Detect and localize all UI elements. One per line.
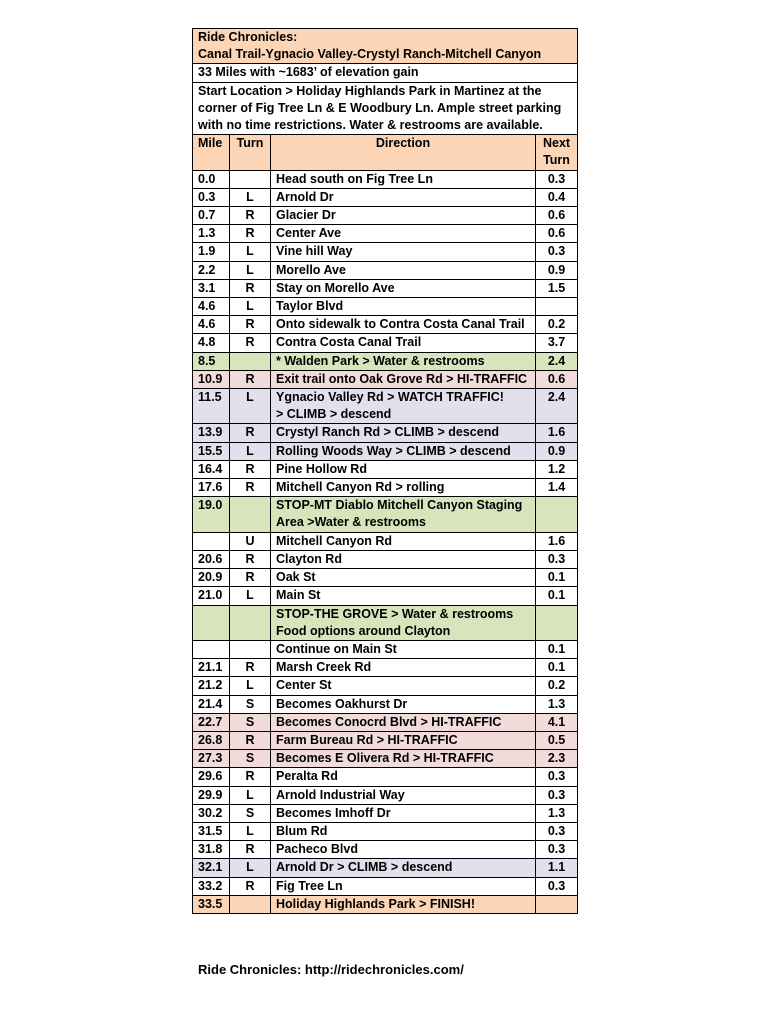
table-row <box>193 677 578 695</box>
cell-mile: 32.1 <box>193 859 230 877</box>
cell-turn <box>230 640 271 658</box>
cell-direction: Stay on Morello Ave <box>271 279 536 297</box>
column-header-row <box>193 135 578 170</box>
cell-mile: 0.3 <box>193 188 230 206</box>
table-row <box>193 550 578 568</box>
cell-next-turn: 1.5 <box>536 279 578 297</box>
cell-mile: 30.2 <box>193 804 230 822</box>
cell-turn: R <box>230 877 271 895</box>
cell-turn <box>230 605 271 640</box>
cell-direction: Farm Bureau Rd > HI-TRAFFIC <box>271 731 536 749</box>
cell-turn: L <box>230 822 271 840</box>
cell-turn: L <box>230 786 271 804</box>
cell-turn: L <box>230 677 271 695</box>
cell-direction <box>271 605 536 640</box>
cell-next-turn: 2.4 <box>536 352 578 370</box>
summary-row <box>193 64 578 82</box>
cell-mile: 20.6 <box>193 550 230 568</box>
start-location <box>193 82 578 135</box>
cell-direction: Main St <box>271 587 536 605</box>
cell-turn: R <box>230 316 271 334</box>
cell-turn: L <box>230 188 271 206</box>
cell-turn: R <box>230 334 271 352</box>
cell-mile: 2.2 <box>193 261 230 279</box>
next-turn-line-2: Turn <box>543 153 570 168</box>
cell-direction: Becomes Oakhurst Dr <box>271 695 536 713</box>
table-row <box>193 370 578 388</box>
cell-mile: 11.5 <box>193 389 230 424</box>
cell-next-turn: 0.3 <box>536 822 578 840</box>
cell-mile: 4.6 <box>193 298 230 316</box>
cell-next-turn: 0.2 <box>536 677 578 695</box>
start-location-row <box>193 82 578 135</box>
cell-mile: 4.8 <box>193 334 230 352</box>
cell-next-turn: 0.6 <box>536 370 578 388</box>
table-row <box>193 298 578 316</box>
cell-turn: L <box>230 587 271 605</box>
table-row <box>193 170 578 188</box>
cell-direction: Morello Ave <box>271 261 536 279</box>
table-row <box>193 334 578 352</box>
cell-mile: 21.2 <box>193 677 230 695</box>
cell-mile: 15.5 <box>193 442 230 460</box>
cell-direction: Mitchell Canyon Rd > rolling <box>271 479 536 497</box>
cell-direction: Onto sidewalk to Contra Costa Canal Trail <box>271 316 536 334</box>
column-header-direction: Direction <box>271 135 536 170</box>
cell-direction: Arnold Industrial Way <box>271 786 536 804</box>
cell-direction: Glacier Dr <box>271 207 536 225</box>
cell-direction: Blum Rd <box>271 822 536 840</box>
cell-next-turn: 0.3 <box>536 877 578 895</box>
table-row <box>193 243 578 261</box>
cell-mile: 10.9 <box>193 370 230 388</box>
cell-direction: Head south on Fig Tree Ln <box>271 170 536 188</box>
cell-direction: Clayton Rd <box>271 550 536 568</box>
cell-direction: Becomes Imhoff Dr <box>271 804 536 822</box>
title-row <box>193 29 578 64</box>
cell-turn <box>230 170 271 188</box>
cell-next-turn: 0.3 <box>536 786 578 804</box>
cell-next-turn: 0.1 <box>536 587 578 605</box>
cell-next-turn <box>536 298 578 316</box>
table-row <box>193 188 578 206</box>
cell-turn <box>230 497 271 532</box>
table-row <box>193 713 578 731</box>
cell-next-turn: 0.3 <box>536 243 578 261</box>
cell-turn: R <box>230 479 271 497</box>
table-row <box>193 225 578 243</box>
cell-turn: R <box>230 279 271 297</box>
cell-turn <box>230 352 271 370</box>
cell-next-turn: 0.5 <box>536 731 578 749</box>
table-row <box>193 460 578 478</box>
cell-direction: Continue on Main St <box>271 640 536 658</box>
cell-mile: 3.1 <box>193 279 230 297</box>
cell-next-turn: 0.1 <box>536 569 578 587</box>
cell-mile: 33.5 <box>193 895 230 913</box>
cell-turn: L <box>230 442 271 460</box>
title-line-1: Ride Chronicles: <box>198 30 298 44</box>
cell-mile: 31.8 <box>193 841 230 859</box>
cell-mile: 0.7 <box>193 207 230 225</box>
cell-turn: R <box>230 731 271 749</box>
table-row <box>193 804 578 822</box>
cell-next-turn: 0.3 <box>536 550 578 568</box>
direction-line-2: > CLIMB > descend <box>276 407 392 422</box>
table-row <box>193 569 578 587</box>
cell-mile: 27.3 <box>193 750 230 768</box>
cell-mile: 13.9 <box>193 424 230 442</box>
cell-mile: 1.9 <box>193 243 230 261</box>
table-row <box>193 261 578 279</box>
footer-credit: Ride Chronicles: http://ridechronicles.com/ <box>198 962 464 977</box>
cell-turn: R <box>230 768 271 786</box>
cell-direction: Arnold Dr <box>271 188 536 206</box>
table-row <box>193 442 578 460</box>
cell-turn: S <box>230 695 271 713</box>
cell-direction: Becomes E Olivera Rd > HI-TRAFFIC <box>271 750 536 768</box>
table-row <box>193 877 578 895</box>
cell-mile: 17.6 <box>193 479 230 497</box>
cell-turn: L <box>230 298 271 316</box>
cell-next-turn: 2.4 <box>536 389 578 424</box>
cell-turn: R <box>230 569 271 587</box>
column-header-next-turn <box>536 135 578 170</box>
cell-next-turn: 1.3 <box>536 695 578 713</box>
cell-mile <box>193 605 230 640</box>
cell-mile: 33.2 <box>193 877 230 895</box>
cell-turn: L <box>230 389 271 424</box>
direction-line-2: Food options around Clayton <box>276 623 451 638</box>
table-row <box>193 750 578 768</box>
start-line-2: corner of Fig Tree Ln & E Woodbury Ln. Ample street parking <box>198 100 562 115</box>
table-row <box>193 822 578 840</box>
cell-mile: 29.6 <box>193 768 230 786</box>
cell-direction: * Walden Park > Water & restrooms <box>271 352 536 370</box>
cell-direction <box>271 497 536 532</box>
table-row <box>193 497 578 532</box>
cue-sheet-table <box>192 28 578 914</box>
cell-turn: R <box>230 207 271 225</box>
cell-direction: Peralta Rd <box>271 768 536 786</box>
cell-next-turn <box>536 605 578 640</box>
table-row <box>193 659 578 677</box>
start-line-1: Start Location > Holiday Highlands Park in Martinez at the <box>198 83 542 98</box>
cell-direction: Holiday Highlands Park > FINISH! <box>271 895 536 913</box>
table-row <box>193 640 578 658</box>
table-row <box>193 695 578 713</box>
table-row <box>193 605 578 640</box>
table-row <box>193 859 578 877</box>
cell-direction: Pine Hollow Rd <box>271 460 536 478</box>
table-row <box>193 479 578 497</box>
cell-direction: Exit trail onto Oak Grove Rd > HI-TRAFFIC <box>271 370 536 388</box>
cell-direction: Rolling Woods Way > CLIMB > descend <box>271 442 536 460</box>
table-row <box>193 786 578 804</box>
cell-next-turn: 4.1 <box>536 713 578 731</box>
cell-direction: Marsh Creek Rd <box>271 659 536 677</box>
cell-next-turn: 0.9 <box>536 261 578 279</box>
cell-turn: R <box>230 370 271 388</box>
direction-line-1: Ygnacio Valley Rd > WATCH TRAFFIC! <box>276 390 504 405</box>
direction-line-1: STOP-MT Diablo Mitchell Canyon Staging <box>276 498 523 513</box>
cell-next-turn: 1.3 <box>536 804 578 822</box>
table-row <box>193 279 578 297</box>
table-row <box>193 768 578 786</box>
cell-direction: Mitchell Canyon Rd <box>271 532 536 550</box>
cell-mile: 21.4 <box>193 695 230 713</box>
cell-direction <box>271 389 536 424</box>
cell-direction: Center Ave <box>271 225 536 243</box>
ride-summary: 33 Miles with ~1683’ of elevation gain <box>193 64 578 82</box>
cell-direction: Taylor Blvd <box>271 298 536 316</box>
cell-next-turn: 0.3 <box>536 841 578 859</box>
cell-next-turn: 0.6 <box>536 207 578 225</box>
cell-turn: L <box>230 243 271 261</box>
cell-mile: 21.1 <box>193 659 230 677</box>
cell-mile: 21.0 <box>193 587 230 605</box>
cell-next-turn: 0.6 <box>536 225 578 243</box>
direction-line-1: STOP-THE GROVE > Water & restrooms <box>276 606 514 621</box>
cell-mile: 1.3 <box>193 225 230 243</box>
table-row <box>193 895 578 913</box>
cell-turn: R <box>230 225 271 243</box>
cell-mile: 22.7 <box>193 713 230 731</box>
cell-next-turn: 0.1 <box>536 659 578 677</box>
cell-turn: L <box>230 859 271 877</box>
cell-next-turn: 0.3 <box>536 768 578 786</box>
cell-next-turn: 3.7 <box>536 334 578 352</box>
table-row <box>193 316 578 334</box>
table-row <box>193 841 578 859</box>
cell-mile: 20.9 <box>193 569 230 587</box>
table-row <box>193 587 578 605</box>
table-row <box>193 424 578 442</box>
cell-next-turn: 1.4 <box>536 479 578 497</box>
cell-direction: Arnold Dr > CLIMB > descend <box>271 859 536 877</box>
next-turn-line-1: Next <box>542 136 571 151</box>
cell-mile: 0.0 <box>193 170 230 188</box>
cell-turn: U <box>230 532 271 550</box>
cell-mile: 4.6 <box>193 316 230 334</box>
cell-direction: Crystyl Ranch Rd > CLIMB > descend <box>271 424 536 442</box>
cell-turn: S <box>230 750 271 768</box>
table-row <box>193 207 578 225</box>
table-row <box>193 352 578 370</box>
sheet-title <box>193 29 578 64</box>
table-row <box>193 731 578 749</box>
cell-turn: R <box>230 550 271 568</box>
cell-next-turn: 0.4 <box>536 188 578 206</box>
cell-next-turn <box>536 497 578 532</box>
cell-turn: L <box>230 261 271 279</box>
cell-next-turn: 1.6 <box>536 532 578 550</box>
cell-turn <box>230 895 271 913</box>
cell-mile: 31.5 <box>193 822 230 840</box>
cell-next-turn: 0.3 <box>536 170 578 188</box>
column-header-turn: Turn <box>230 135 271 170</box>
cell-next-turn: 0.1 <box>536 640 578 658</box>
cell-turn: R <box>230 841 271 859</box>
cell-next-turn: 2.3 <box>536 750 578 768</box>
cell-direction: Oak St <box>271 569 536 587</box>
direction-line-2: Area >Water & restrooms <box>276 515 426 530</box>
cell-mile: 8.5 <box>193 352 230 370</box>
cell-next-turn: 1.2 <box>536 460 578 478</box>
cell-turn: S <box>230 713 271 731</box>
cell-mile: 19.0 <box>193 497 230 532</box>
cell-next-turn: 0.2 <box>536 316 578 334</box>
table-row <box>193 532 578 550</box>
cell-mile <box>193 532 230 550</box>
cell-mile: 16.4 <box>193 460 230 478</box>
title-line-2: Canal Trail-Ygnacio Valley-Crystyl Ranch-Mitchell Canyon <box>198 47 542 62</box>
cell-next-turn <box>536 895 578 913</box>
cell-turn: R <box>230 659 271 677</box>
table-row <box>193 389 578 424</box>
cell-next-turn: 1.6 <box>536 424 578 442</box>
cell-turn: S <box>230 804 271 822</box>
cell-mile: 29.9 <box>193 786 230 804</box>
cell-direction: Center St <box>271 677 536 695</box>
column-header-mile: Mile <box>193 135 230 170</box>
cell-direction: Becomes Conocrd Blvd > HI-TRAFFIC <box>271 713 536 731</box>
cell-mile: 26.8 <box>193 731 230 749</box>
start-line-3: with no time restrictions. Water & restrooms are available. <box>198 118 543 133</box>
cell-direction: Fig Tree Ln <box>271 877 536 895</box>
cell-turn: R <box>230 460 271 478</box>
cell-mile <box>193 640 230 658</box>
cell-turn: R <box>230 424 271 442</box>
cell-direction: Pacheco Blvd <box>271 841 536 859</box>
cell-next-turn: 1.1 <box>536 859 578 877</box>
cell-direction: Vine hill Way <box>271 243 536 261</box>
cell-next-turn: 0.9 <box>536 442 578 460</box>
cell-direction: Contra Costa Canal Trail <box>271 334 536 352</box>
